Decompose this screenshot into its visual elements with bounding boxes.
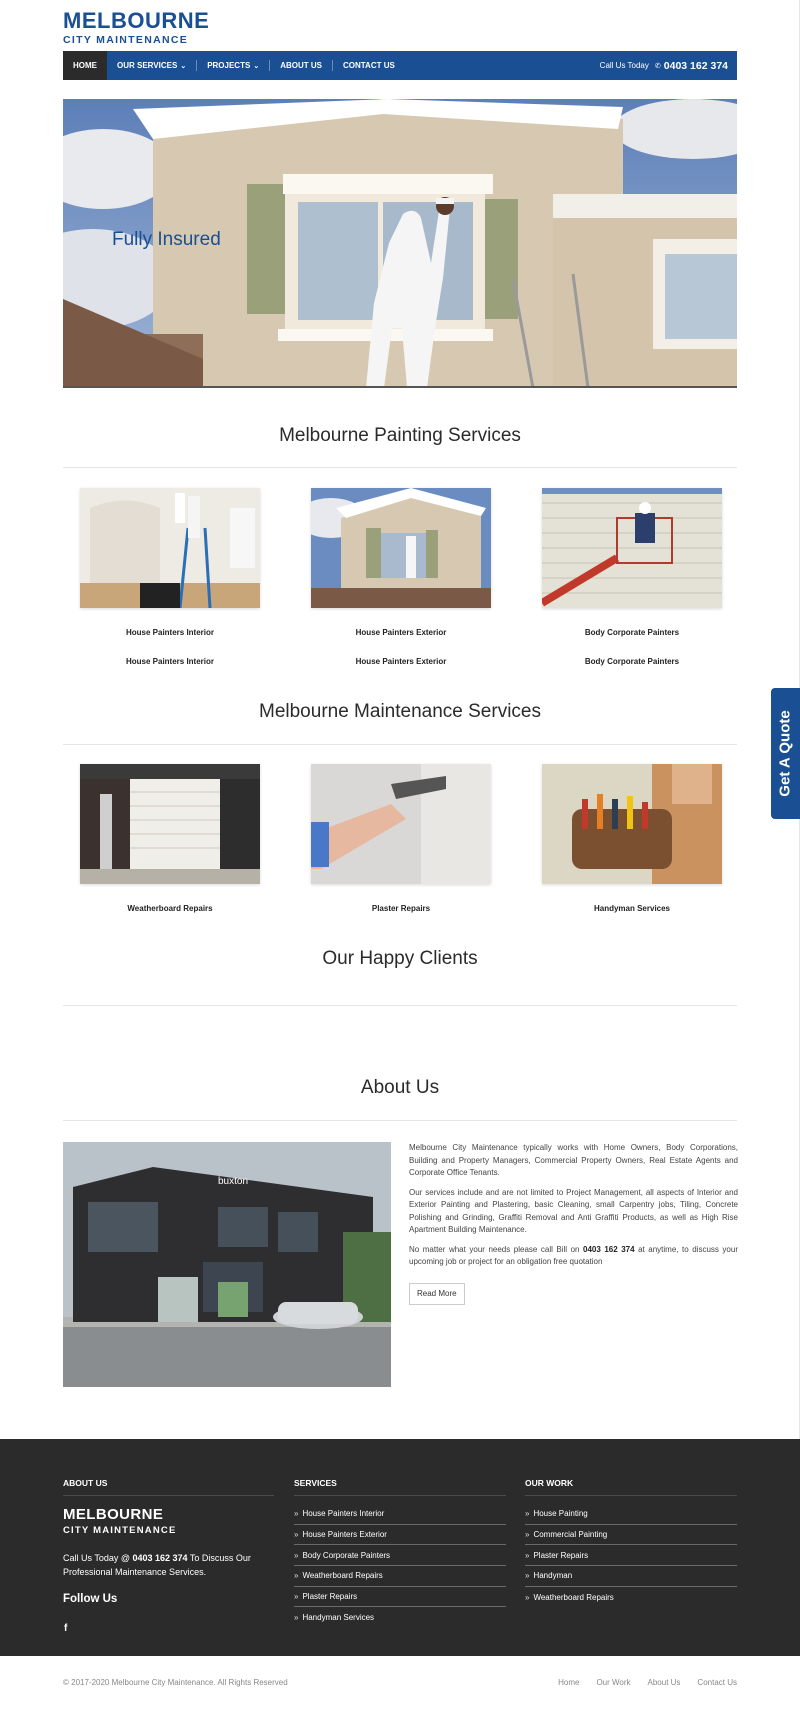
nav-contact-us-label: CONTACT US	[342, 61, 395, 70]
card-weatherboard-repairs[interactable]	[80, 764, 260, 884]
footer-service-link[interactable]	[294, 1566, 506, 1587]
painting-services-title: Melbourne Painting Services	[279, 425, 521, 446]
nav-contact-us[interactable]	[333, 51, 405, 80]
footer-work-link[interactable]	[525, 1525, 737, 1546]
footer-call-text	[63, 1551, 278, 1579]
about-us-title: About Us	[360, 1077, 440, 1098]
double-chevron-right-icon: »	[294, 1592, 299, 1602]
plaster-repairs-image	[311, 764, 491, 884]
about-paragraph-2: Our services include and are not limited to Project Management, all aspects of Interior and Exterior Painting and Plastering, basic Cleaning, small Carpentry jobs, Tiling, Concrete Polishing and Grinding, Graffiti Removal and Anti Graffiti Products, as well as High Rise Apartment Building Maintenance.	[409, 1187, 738, 1234]
read-more-button[interactable]: Read More	[409, 1283, 465, 1306]
bottom-link-home[interactable]: Home	[558, 1678, 580, 1687]
double-chevron-right-icon: »	[294, 1550, 299, 1560]
section-divider	[63, 1005, 737, 1006]
hero-caption: Fully Insured	[112, 229, 221, 250]
nav-about-us-label: ABOUT US	[280, 61, 322, 70]
handyman-image	[542, 764, 722, 884]
main-navbar	[63, 51, 737, 80]
about-paragraph-3	[409, 1244, 738, 1269]
card-label[interactable]: Handyman Services	[593, 904, 671, 913]
double-chevron-right-icon: »	[294, 1509, 299, 1519]
double-chevron-right-icon: »	[294, 1613, 299, 1623]
about-p3-phone: 0403 162 374	[583, 1244, 635, 1254]
double-chevron-right-icon: »	[294, 1571, 299, 1581]
footer-service-label: Plaster Repairs	[302, 1592, 358, 1602]
footer-work-link[interactable]	[525, 1545, 737, 1566]
bottom-link-contact-us[interactable]: Contact Us	[697, 1678, 737, 1687]
footer-service-label: House Painters Interior	[302, 1509, 385, 1519]
section-divider	[63, 467, 737, 468]
footer-call-phone: 0403 162 374	[132, 1553, 188, 1563]
nav-projects[interactable]	[197, 51, 269, 80]
card-handyman-services[interactable]	[542, 764, 722, 884]
nav-phone-number: 0403 162 374	[663, 59, 728, 72]
card-label-secondary[interactable]: Body Corporate Painters	[584, 657, 680, 666]
footer-divider	[294, 1495, 506, 1496]
interior-painting-image	[80, 488, 260, 608]
footer-service-label: Body Corporate Painters	[302, 1550, 391, 1560]
double-chevron-right-icon: »	[525, 1571, 530, 1581]
about-text-block	[409, 1142, 738, 1305]
footer-work-label: Weatherboard Repairs	[533, 1592, 614, 1602]
footer-service-link[interactable]	[294, 1545, 506, 1566]
footer-work-link[interactable]	[525, 1566, 737, 1587]
nav-call-label: Call Us Today	[599, 61, 649, 70]
footer-work-label: Commercial Painting	[533, 1530, 608, 1540]
footer-work-link[interactable]	[525, 1587, 737, 1608]
double-chevron-right-icon: »	[525, 1592, 530, 1602]
footer-call-before: Call Us Today @	[63, 1553, 133, 1563]
about-paragraph-1: Melbourne City Maintenance typically works with Home Owners, Body Corporations, Building and Property Managers, Commercial Property Owners, Real Estate Agents and Corporate Office Tenants.	[409, 1143, 738, 1177]
nav-call-block[interactable]	[600, 60, 737, 72]
facebook-icon[interactable]: f	[64, 1623, 68, 1634]
footer-work-label: House Painting	[533, 1509, 588, 1519]
bottom-link-about-us[interactable]: About Us	[647, 1678, 681, 1687]
footer-logo-main: MELBOURNE	[63, 1506, 164, 1523]
hero-slider[interactable]	[63, 99, 737, 388]
footer-service-link[interactable]	[294, 1607, 506, 1628]
footer-services-heading: SERVICES	[294, 1478, 337, 1488]
copyright-text: © 2017-2020 Melbourne City Maintenance. All Rights Reserved	[63, 1678, 288, 1687]
get-a-quote-label: Get A Quote	[777, 710, 795, 797]
site-logo[interactable]	[63, 10, 209, 46]
get-a-quote-tab[interactable]	[771, 688, 800, 819]
nav-about-us[interactable]	[270, 51, 332, 80]
nav-projects-label: PROJECTS	[207, 61, 251, 70]
maintenance-services-title: Melbourne Maintenance Services	[259, 701, 541, 722]
card-house-painters-exterior[interactable]	[311, 488, 491, 608]
card-label[interactable]: Body Corporate Painters	[584, 628, 680, 637]
footer-divider	[63, 1495, 274, 1496]
building-photo	[63, 1142, 391, 1387]
about-building-image	[63, 1142, 391, 1387]
card-house-painters-interior[interactable]	[80, 488, 260, 608]
section-divider	[63, 744, 737, 745]
bottom-link-our-work[interactable]: Our Work	[596, 1678, 631, 1687]
card-plaster-repairs[interactable]	[311, 764, 491, 884]
footer-divider	[525, 1495, 737, 1496]
card-label[interactable]: House Painters Exterior	[355, 628, 447, 637]
body-corporate-painting-image	[542, 488, 722, 608]
chevron-down-icon: ⌄	[253, 62, 260, 70]
footer-follow-us: Follow Us	[63, 1593, 118, 1605]
footer-logo-sub: CITY MAINTENANCE	[63, 1525, 177, 1536]
exterior-painting-image	[311, 488, 491, 608]
double-chevron-right-icon: »	[525, 1550, 530, 1560]
card-label-secondary[interactable]: House Painters Interior	[125, 657, 215, 666]
building-sign-text: buxton	[218, 1176, 249, 1187]
footer-work-label: Handyman	[533, 1571, 573, 1581]
footer-work-heading: OUR WORK	[525, 1478, 574, 1488]
happy-clients-title: Our Happy Clients	[322, 948, 478, 969]
logo-main-text: MELBOURNE	[63, 8, 210, 33]
about-p3-text: No matter what your needs please call Bill on	[409, 1244, 584, 1254]
double-chevron-right-icon: »	[294, 1530, 299, 1540]
footer-services-list	[294, 1504, 506, 1628]
card-label[interactable]: House Painters Interior	[125, 628, 215, 637]
card-label-secondary[interactable]: House Painters Exterior	[355, 657, 447, 666]
footer-work-label: Plaster Repairs	[533, 1550, 589, 1560]
card-body-corporate-painters[interactable]	[542, 488, 722, 608]
footer-call-after: To Discuss Our Professional Maintenance Services.	[63, 1553, 251, 1577]
double-chevron-right-icon: »	[525, 1530, 530, 1540]
nav-home-label: HOME	[73, 61, 97, 70]
footer-service-label: House Painters Exterior	[302, 1530, 387, 1540]
nav-our-services-label: OUR SERVICES	[117, 61, 178, 70]
double-chevron-right-icon: »	[525, 1509, 530, 1519]
footer-work-list	[525, 1504, 737, 1607]
chevron-down-icon: ⌄	[180, 62, 187, 70]
footer-about-heading: ABOUT US	[63, 1478, 108, 1488]
footer-service-link[interactable]	[294, 1525, 506, 1546]
section-divider	[63, 1120, 737, 1121]
weatherboard-image	[80, 764, 260, 884]
footer-logo[interactable]	[63, 1506, 177, 1536]
about-p3-text-after: at anytime, to discuss your upcoming job or project for an obligation free quotation	[409, 1244, 738, 1266]
footer-work-link[interactable]	[525, 1504, 737, 1525]
phone-icon: ✆	[654, 62, 661, 70]
bottom-links	[558, 1678, 737, 1687]
footer-service-label: Handyman Services	[302, 1613, 375, 1623]
card-label[interactable]: Plaster Repairs	[371, 904, 431, 913]
card-label[interactable]: Weatherboard Repairs	[127, 904, 213, 913]
logo-sub-text: CITY MAINTENANCE	[63, 34, 189, 46]
footer-service-link[interactable]	[294, 1587, 506, 1608]
nav-our-services[interactable]	[107, 51, 196, 80]
nav-home[interactable]	[63, 51, 107, 80]
site-footer	[0, 1439, 800, 1656]
footer-service-link[interactable]	[294, 1504, 506, 1525]
hero-bottom-bar	[63, 386, 737, 388]
footer-service-label: Weatherboard Repairs	[302, 1571, 383, 1581]
